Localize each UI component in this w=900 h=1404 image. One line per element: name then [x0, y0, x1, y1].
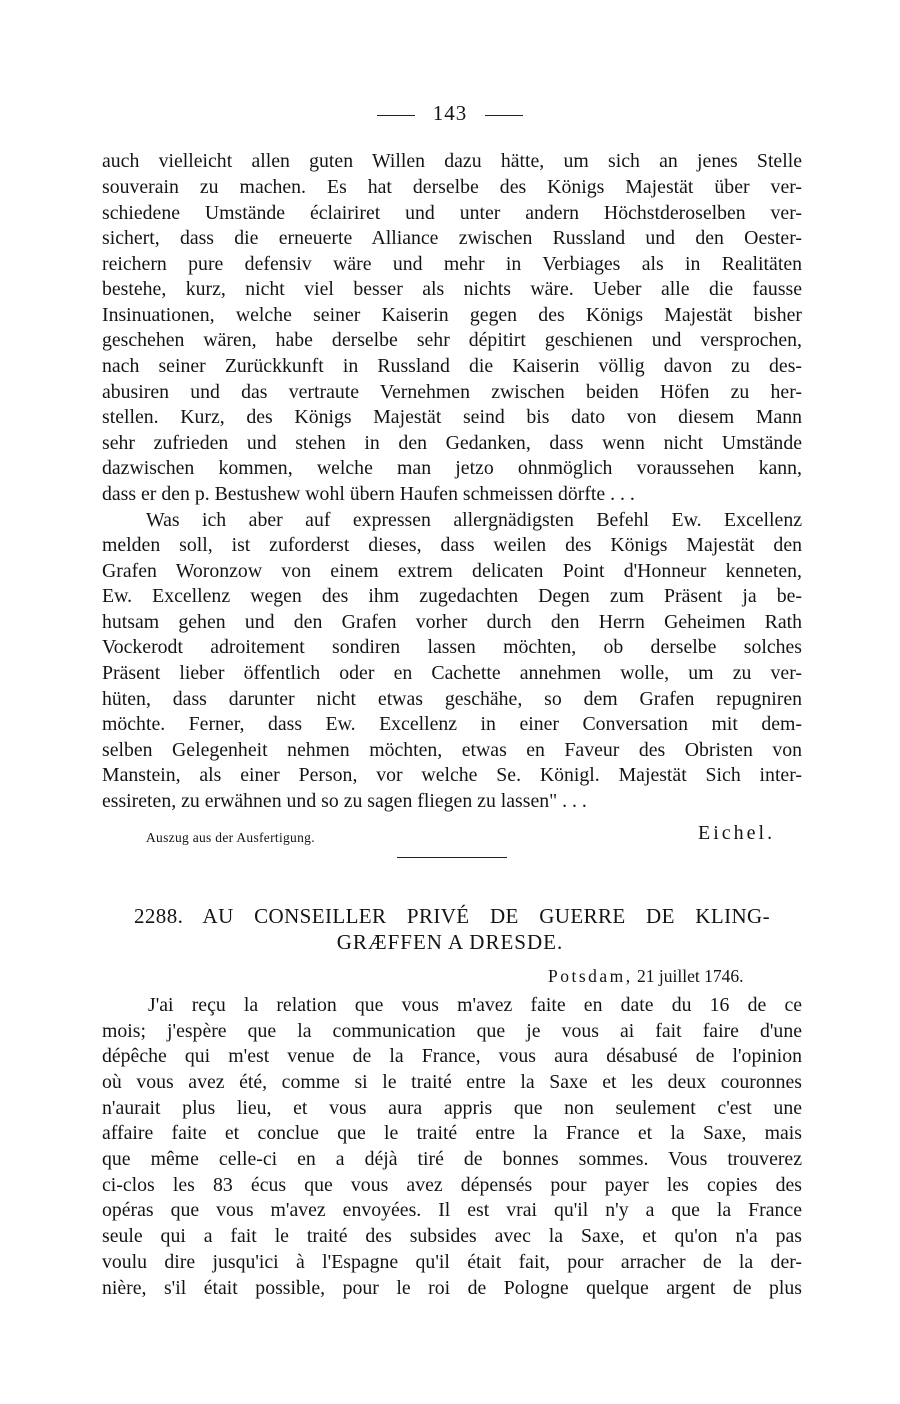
page-number-header — [0, 101, 900, 126]
text-line: hutsam gehen und den Grafen vorher durch den Herrn Geheimen Rath — [102, 611, 802, 633]
letter-heading — [134, 904, 770, 929]
text-line: hüten, dass darunter nicht etwas geschähe, so dem Grafen repugniren — [102, 688, 802, 710]
text-line: bestehe, kurz, nicht viel besser als nichts wäre. Ueber alle die fausse — [102, 278, 802, 300]
text-line: Was ich aber auf expressen allergnädigsten Befehl Ew. Excellenz — [146, 509, 802, 531]
text-line: sichert, dass die erneuerte Alliance zwischen Russland und den Oester- — [102, 227, 802, 249]
text-line: J'ai reçu la relation que vous m'avez faite en date du 16 de ce — [148, 994, 802, 1016]
source-note: Auszug aus der Ausfertigung. — [146, 830, 315, 845]
text-line: nach seiner Zurückkunft in Russland die Kaiserin völlig davon zu des- — [102, 355, 802, 377]
text-line: affaire faite et conclue que le traité entre la France et la Saxe, mais — [102, 1122, 802, 1144]
text-line: opéras que vous m'avez envoyées. Il est vrai qu'il n'y a que la France — [102, 1199, 802, 1221]
dateline-date: 21 juillet 1746. — [637, 966, 744, 986]
text-line: voulu dire jusqu'ici à l'Espagne qu'il était fait, pour arracher de la der- — [102, 1251, 802, 1273]
text-line: stellen. Kurz, des Königs Majestät seind bis dato von diesem Mann — [102, 406, 802, 428]
text-line: Grafen Woronzow von einem extrem delicaten Point d'Honneur kenneten, — [102, 560, 802, 582]
section-divider — [397, 857, 507, 858]
text-line: melden soll, ist zuforderst dieses, dass weilen des Königs Majestät den — [102, 534, 802, 556]
text-line: nière, s'il était possible, pour le roi de Pologne quelque argent de plus — [102, 1277, 802, 1299]
header-rule-right — [485, 115, 523, 116]
text-line: mois; j'espère que la communication que je vous ai fait faire d'une — [102, 1020, 802, 1042]
signature: Eichel. — [698, 822, 776, 844]
text-line: n'aurait plus lieu, et vous aura appris que non seulement c'est une — [102, 1097, 802, 1119]
page-number: 143 — [432, 101, 468, 125]
text-line: seule qui a fait le traité des subsides avec la Saxe, et qu'on n'a pas — [102, 1225, 802, 1247]
text-line: reichern pure defensiv wäre und mehr in Verbiages als in Realitäten — [102, 253, 802, 275]
text-line: sehr zufrieden und stehen in den Gedanken, dass wenn nicht Umstände — [102, 432, 802, 454]
text-line: schiedene Umstände éclairiret und unter andern Höchstderoselben ver- — [102, 202, 802, 224]
text-line: Vockerodt adroitement sondiren lassen möchten, ob derselbe solches — [102, 636, 802, 658]
text-line: ci-clos les 83 écus que vous avez dépensés pour payer les copies des — [102, 1174, 802, 1196]
dateline — [548, 966, 744, 987]
text-line: geschehen wären, habe derselbe sehr dépitirt geschienen und versprochen, — [102, 329, 802, 351]
text-line: essireten, zu erwähnen und so zu sagen fliegen zu lassen" . . . — [102, 790, 587, 812]
text-line: Ew. Excellenz wegen des ihm zugedachten Degen zum Präsent ja be- — [102, 585, 802, 607]
letter-heading-line1: AU CONSEILLER PRIVÉ DE GUERRE DE KLING- — [202, 904, 770, 928]
text-line: auch vielleicht allen guten Willen dazu hätte, um sich an jenes Stelle — [102, 150, 802, 172]
text-line: que même celle-ci en a déjà tiré de bonnes sommes. Vous trouverez — [102, 1148, 802, 1170]
dateline-place: Potsdam, — [548, 966, 633, 986]
letter-heading-line2: GRÆFFEN A DRESDE. — [336, 930, 564, 954]
text-line: souverain zu machen. Es hat derselbe des Königs Majestät über ver- — [102, 176, 802, 198]
text-line: où vous avez été, comme si le traité entre la Saxe et les deux couronnes — [102, 1071, 802, 1093]
text-line: abusiren und das vertraute Vernehmen zwischen beiden Höfen zu her- — [102, 381, 802, 403]
text-line: dépêche qui m'est venue de la France, vous aura désabusé de l'opinion — [102, 1045, 802, 1067]
text-line: dazwischen kommen, welche man jetzo ohnmöglich voraussehen kann, — [102, 457, 802, 479]
header-rule-left — [377, 115, 415, 116]
text-line: Präsent lieber öffentlich oder en Cachette annehmen wolle, um zu ver- — [102, 662, 802, 684]
text-line: Insinuationen, welche seiner Kaiserin gegen des Königs Majestät bisher — [102, 304, 802, 326]
text-line: Manstein, als einer Person, vor welche Se. Königl. Majestät Sich inter- — [102, 764, 802, 786]
text-line: möchte. Ferner, dass Ew. Excellenz in einer Conversation mit dem- — [102, 713, 802, 735]
text-line: dass er den p. Bestushew wohl übern Haufen schmeissen dörfte . . . — [102, 483, 635, 505]
text-line: selben Gelegenheit nehmen möchten, etwas en Faveur des Obristen von — [102, 739, 802, 761]
letter-number: 2288. — [134, 904, 184, 928]
